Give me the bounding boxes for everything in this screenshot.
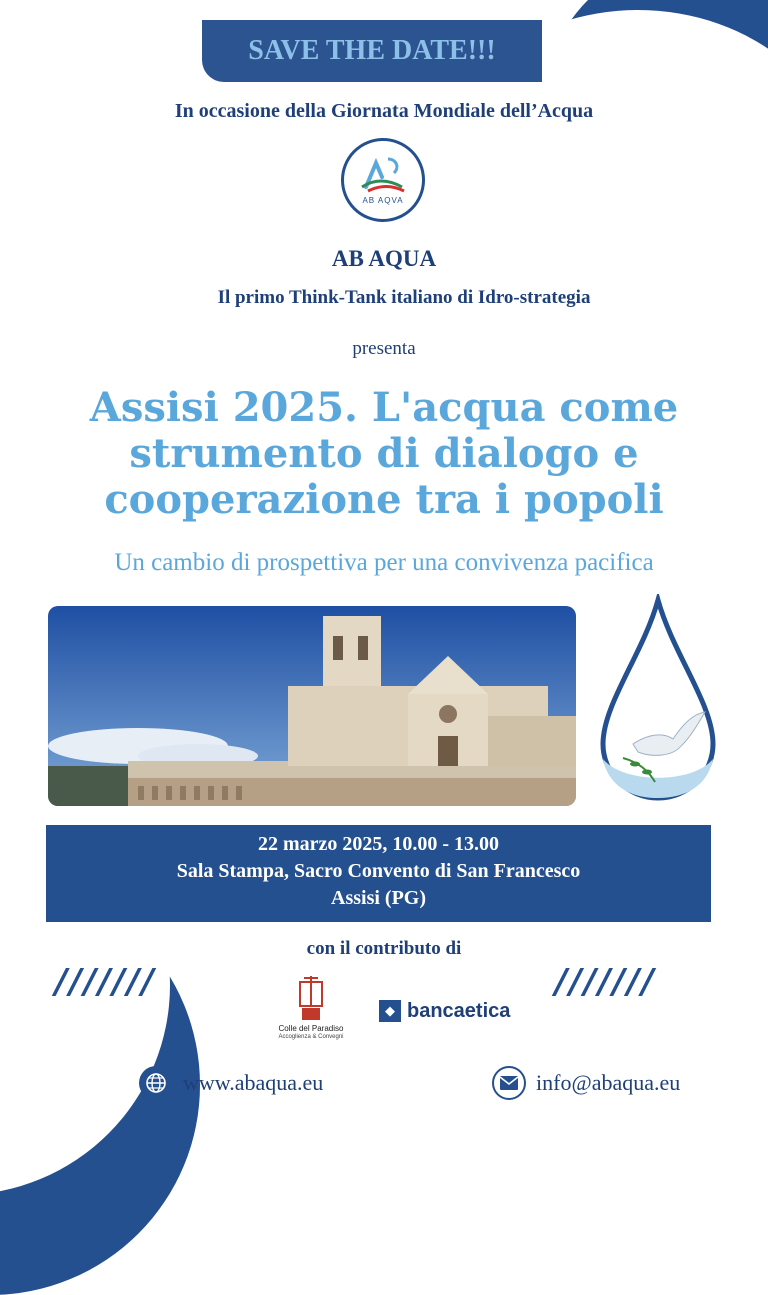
email-text[interactable]: info@abaqua.eu bbox=[536, 1070, 681, 1095]
email-link[interactable] bbox=[492, 1066, 680, 1100]
water-drop-dove-icon bbox=[593, 594, 723, 804]
sponsors-label: con il contributo di bbox=[306, 938, 462, 959]
save-the-date-banner: SAVE THE DATE!!! bbox=[202, 20, 542, 82]
ab-aqua-logo bbox=[341, 138, 425, 222]
event-title-line: strumento di dialogo e bbox=[129, 430, 639, 477]
event-title-line: Assisi 2025. L'acqua come bbox=[89, 384, 679, 431]
logo-text: AB AQVA bbox=[362, 196, 404, 205]
bancaetica-name: bancaetica bbox=[407, 999, 511, 1022]
org-name: AB AQUA bbox=[331, 246, 437, 271]
website-text[interactable]: www.abaqua.eu bbox=[183, 1070, 324, 1095]
mail-icon bbox=[492, 1066, 526, 1100]
stc-name: Colle del Paradiso bbox=[278, 1024, 344, 1033]
website-link[interactable] bbox=[139, 1066, 323, 1100]
event-title-line: cooperazione tra i popoli bbox=[104, 476, 664, 523]
event-title bbox=[0, 385, 768, 523]
globe-icon bbox=[139, 1066, 173, 1100]
event-subtitle: Un cambio di prospettiva per una convivenza pacifica bbox=[114, 549, 654, 576]
event-venue: Sala Stampa, Sacro Convento di San Francesco bbox=[176, 860, 581, 882]
event-details-box bbox=[46, 825, 711, 922]
occasion-line: In occasione della Giornata Mondiale dell’Acqua bbox=[174, 100, 594, 122]
bancaetica-logo bbox=[379, 998, 510, 1024]
presents-label: presenta bbox=[352, 338, 416, 359]
org-tagline: Il primo Think-Tank italiano di Idro-strategia bbox=[217, 287, 591, 308]
bancaetica-icon: ◆ bbox=[379, 1000, 401, 1022]
event-city: Assisi (PG) bbox=[331, 887, 426, 909]
assisi-basilica-photo bbox=[48, 606, 576, 806]
event-date-time: 22 marzo 2025, 10.00 - 13.00 bbox=[257, 833, 500, 855]
slashes-decoration-left: /////// bbox=[55, 962, 156, 1002]
slashes-decoration-right: /////// bbox=[555, 962, 656, 1002]
stc-subtitle: Accoglienza & Convegni bbox=[278, 1034, 344, 1040]
colle-del-paradiso-logo bbox=[268, 974, 354, 1056]
